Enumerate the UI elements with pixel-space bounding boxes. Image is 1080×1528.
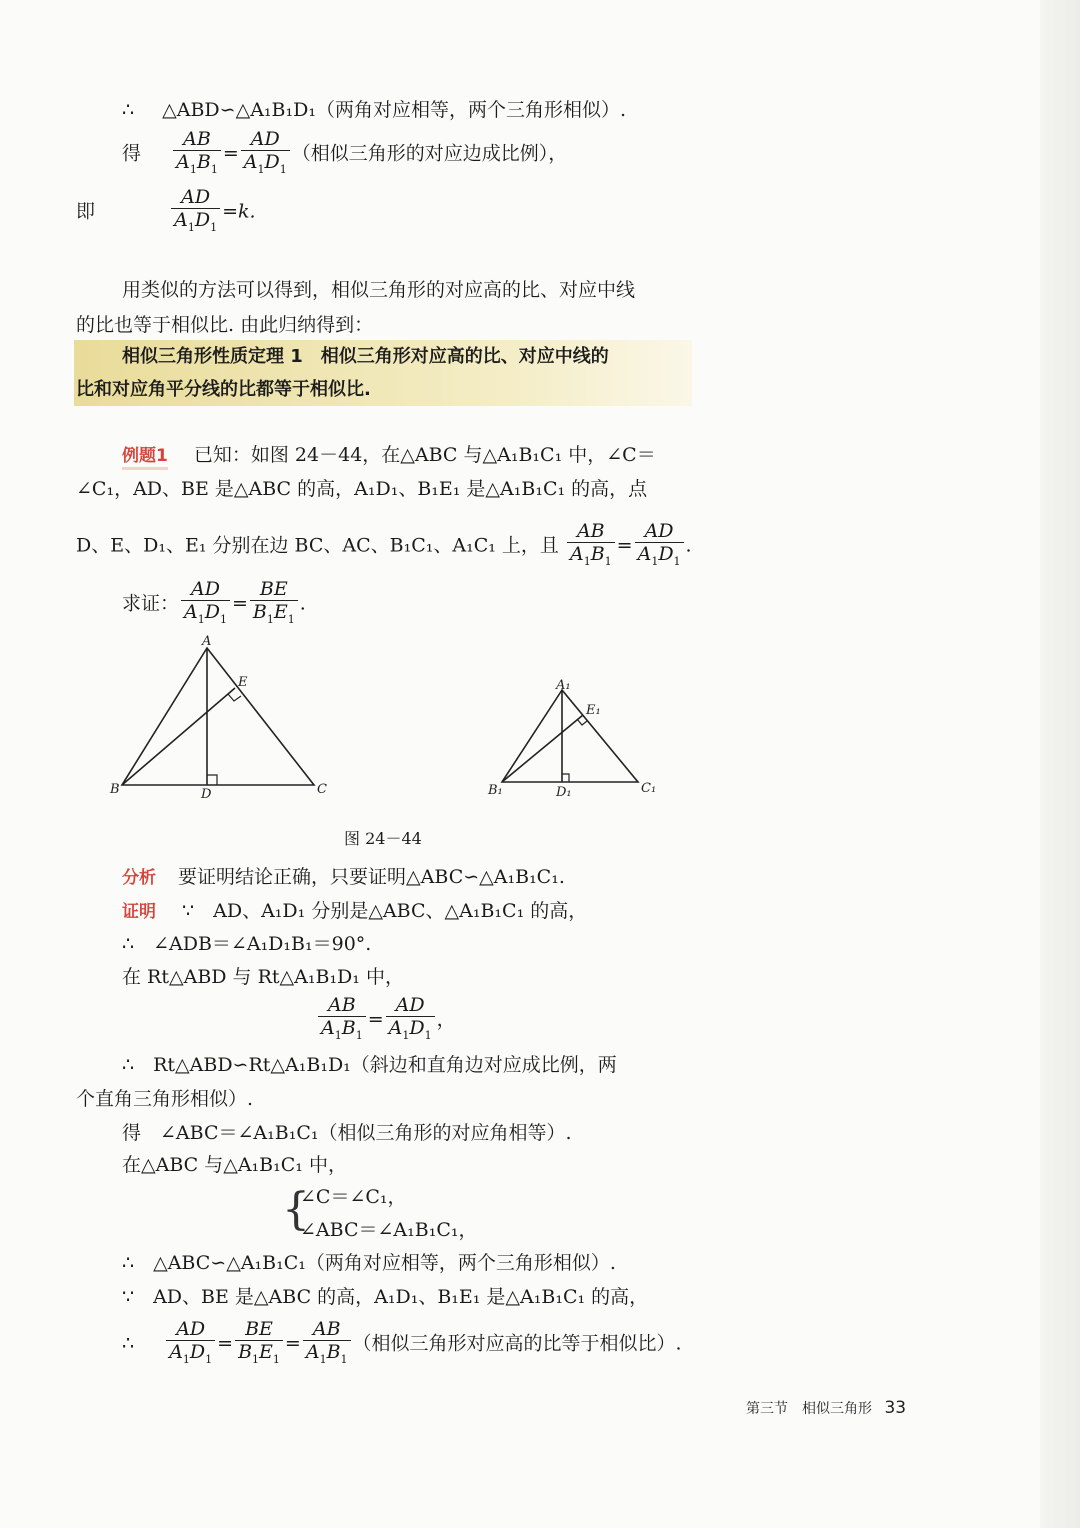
vertex-label-c: C [317,782,327,797]
proof-note: （相似三角形对应高的比等于相似比）. [352,1332,682,1355]
theorem-line-2: 比和对应角平分线的比都等于相似比. [76,379,371,400]
example-text: D、E、D₁、E₁ 分别在边 BC、AC、B₁C₁、A₁C₁ 上，且 [76,534,559,557]
proof-line-5: ∴ Rt△ABD∽Rt△A₁B₁D₁（斜边和直角边对应成比例，两 [122,1054,617,1076]
vertex-label-b: B [110,782,120,797]
fraction: $\frac{AD}{A_1D_1}$ [181,578,230,631]
proof-line-1 [122,898,587,925]
vertex-label-b1: B₁ [488,783,503,798]
proof-line-4: $\frac{AB}{A_1B_1}$ = $\frac{AD}{A_1D_1}$ ， [316,994,456,1047]
theorem-line-1: 相似三角形性质定理 1 相似三角形对应高的比、对应中线的 [122,346,609,367]
example-text: 已知：如图 24－44，在△ABC 与△A₁B₁C₁ 中，∠C＝ [193,444,656,466]
figure-caption: 图 24－44 [344,829,422,848]
derivation-line-3 [76,186,256,239]
fraction: $\frac{AD}{A_1D_1}$ [635,520,684,573]
fraction: $\frac{AD}{A_1D_1}$ [241,128,290,181]
proof-line-2: ∴ ∠ADB＝∠A₁D₁B₁＝90°. [122,933,372,955]
paragraph-line-1: 用类似的方法可以得到，相似三角形的对应高的比、对应中线 [122,279,636,301]
proof-line-13: ∴ $\frac{AD}{A_1D_1}$ = $\frac{BE}{B_1E_1}$ = $\frac{AB}{A_1B_1}$ （相似三角形对应高的比等于相似比）. [122,1318,682,1371]
fraction: $\frac{AD}{A_1D_1}$ [166,1318,215,1371]
brace: { [282,1184,310,1235]
example-tag: 例题1 [122,446,168,470]
fraction: $\frac{BE}{B_1E_1}$ [250,578,298,631]
proof-line-6: 个直角三角形相似）. [76,1088,254,1110]
fraction: $\frac{AB}{A_1B_1}$ [303,1318,351,1371]
vertex-label-c1: C₁ [641,781,657,796]
derivation-line-2: 得 $\frac{AB}{A_1B_1}$ = $\frac{AD}{A_1D_1}$ （相似三角形的对应边成比例）， [122,128,567,181]
lead-word: 得 [122,142,142,165]
proof-line-12: ∵ AD、BE 是△ABC 的高，A₁D₁、B₁E₁ 是△A₁B₁C₁ 的高， [122,1286,649,1308]
analysis-text: 要证明结论正确，只要证明△ABC∽△A₁B₁C₁. [178,866,565,888]
proof-line-3: 在 Rt△ABD 与 Rt△A₁B₁D₁ 中， [122,966,404,988]
derivation-text: △ABD∽△A₁B₁D₁（两角对应相等，两个三角形相似）. [162,99,627,121]
proof-line-11: ∴ △ABC∽△A₁B₁C₁（两角对应相等，两个三角形相似）. [122,1252,616,1274]
derivation-note: （相似三角形的对应边成比例）， [291,142,568,165]
fraction: $\frac{AB}{A_1B_1}$ [567,520,615,573]
fraction: $\frac{AD}{A_1D_1}$ [171,186,220,239]
example-line-3: D、E、D₁、E₁ 分别在边 BC、AC、B₁C₁、A₁C₁ 上，且 $\frac{AB}{A_1B_1}$ = $\frac{AD}{A_1D_1}$ . [76,520,692,573]
prove-line: 求证： $\frac{AD}{A_1D_1}$ = $\frac{BE}{B_1E_1}$ . [122,578,306,631]
derivation-line-1 [122,97,626,123]
vertex-label-a1: A₁ [556,678,571,693]
proof-line-7: 得 ∠ABC＝∠A₁B₁C₁（相似三角形的对应角相等）. [122,1122,572,1144]
vertex-label-e: E [238,675,248,690]
analysis-line [122,864,565,891]
fraction: $\frac{AD}{A_1D_1}$ [386,994,435,1047]
example-line-1 [122,442,656,469]
page-footer [746,1398,906,1418]
fraction: $\frac{AB}{A_1B_1}$ [173,128,221,181]
vertex-label-e1: E₁ [586,703,601,718]
proof-line-10: ∠ABC＝∠A₁B₁C₁， [300,1219,478,1241]
paragraph-line-2: 的比也等于相似比. 由此归纳得到： [76,314,374,336]
proof-line-9: ∠C＝∠C₁， [300,1186,407,1208]
proof-text: ∵ AD、A₁D₁ 分别是△ABC、△A₁B₁C₁ 的高， [182,900,588,922]
proof-tag: 证明 [122,902,156,922]
example-line-2: ∠C₁，AD、BE 是△ABC 的高，A₁D₁、B₁E₁ 是△A₁B₁C₁ 的高，点 [76,478,648,500]
vertex-label-d1: D₁ [556,785,572,800]
lead-word: 即 [76,200,96,223]
figure-triangle-a1b1c1 [480,670,670,805]
therefore-symbol: ∴ [122,1332,135,1355]
analysis-tag: 分析 [122,868,156,888]
section-title: 第三节 相似三角形 [746,1401,872,1417]
page-number: 33 [884,1398,907,1418]
proof-line-8: 在△ABC 与△A₁B₁C₁ 中， [122,1154,347,1176]
fraction: $\frac{AB}{A_1B_1}$ [318,994,366,1047]
fraction: $\frac{BE}{B_1E_1}$ [235,1318,283,1371]
vertex-label-d: D [201,787,212,802]
equals-k: =k. [222,200,256,223]
therefore-symbol: ∴ [122,99,135,121]
prove-label: 求证： [122,592,180,615]
figure-triangle-abc [100,630,340,805]
page-edge [1040,0,1080,1528]
vertex-label-a: A [202,634,212,649]
